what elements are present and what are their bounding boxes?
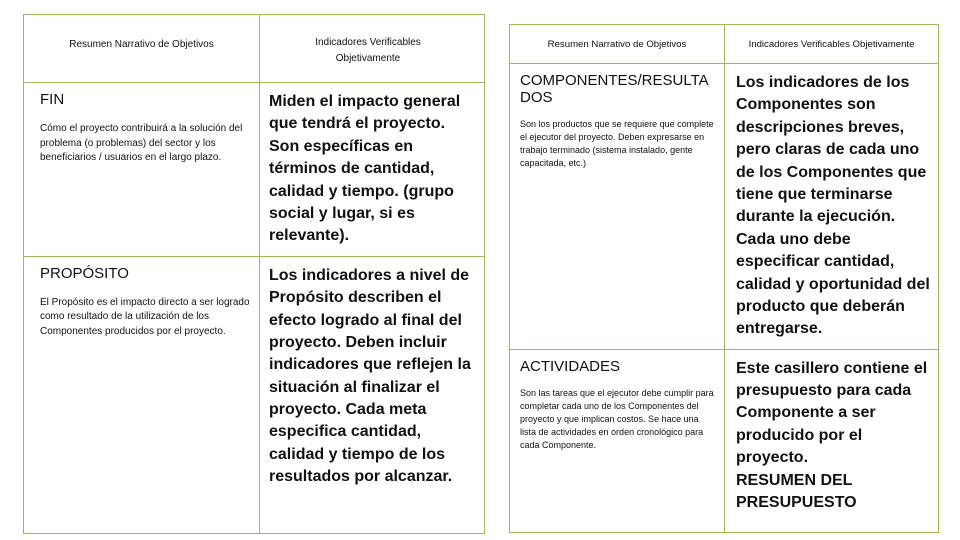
actividades-cell bbox=[510, 349, 725, 532]
proposito-indicator-cell bbox=[260, 256, 485, 533]
left-header-col1 bbox=[24, 15, 260, 83]
fin-indicator-cell bbox=[260, 83, 485, 257]
left-header-col2-line1: Indicadores Verificables bbox=[315, 37, 421, 48]
fin-title: FIN bbox=[40, 91, 65, 108]
componentes-indicator: Los indicadores de los Componentes son descripciones breves, pero claras de cada uno de los Componentes que tiene que terminarse durante la ejecución. Cada uno debe especificar cantidad, calidad y oportunidad del producto que deberán entregarse. bbox=[736, 74, 930, 338]
right-header-col1 bbox=[510, 25, 725, 64]
right-header-row bbox=[510, 25, 939, 64]
right-row-componentes bbox=[510, 64, 939, 350]
proposito-indicator: Los indicadores a nivel de Propósito describen el efecto logrado al final del proyecto. Deben incluir indicadores que reflejen la situación al finalizar el proyecto. Cada meta especifica cantidad, calidad y tiempo de los resultados por alcanzar. bbox=[269, 266, 471, 486]
componentes-cell bbox=[510, 64, 725, 350]
proposito-cell bbox=[24, 256, 260, 533]
actividades-title: ACTIVIDADES bbox=[520, 357, 621, 375]
actividades-indicator: Este casillero contiene el presupuesto para cada Componente a ser producido por el proyecto. bbox=[736, 359, 928, 467]
proposito-description: El Propósito es el impacto directo a ser logrado como resultado de la utilización de los Componentes producidos por el proyecto. bbox=[40, 296, 250, 337]
left-row-fin bbox=[24, 83, 485, 257]
actividades-indicator-cell bbox=[725, 349, 939, 532]
actividades-budget-summary: RESUMEN DEL PRESUPUESTO bbox=[736, 471, 857, 512]
left-row-proposito bbox=[24, 256, 485, 533]
componentes-description: Son los productos que se requiere que complete el ejecutor del proyecto. Deben expresarse en trabajo terminado (sistema instalado, gente capacitada, etc.) bbox=[520, 119, 714, 169]
right-row-actividades bbox=[510, 349, 939, 532]
proposito-title: PROPÓSITO bbox=[40, 264, 129, 282]
fin-indicator: Miden el impacto general que tendrá el proyecto. Son específicas en términos de cantidad, calidad y tiempo. (grupo social y lugar, si es relevante). bbox=[269, 93, 461, 245]
left-table bbox=[23, 14, 485, 534]
right-header-col2-label: Indicadores Verificables Objetivamente bbox=[748, 39, 915, 50]
fin-description: Cómo el proyecto contribuirá a la solución del problema (o problemas) del sector y los beneficiarios / usuarios en el largo plazo. bbox=[40, 123, 243, 163]
componentes-indicator-cell bbox=[725, 64, 939, 350]
left-header-col2-line2: Objetivamente bbox=[335, 52, 401, 64]
right-header-col2 bbox=[725, 25, 939, 64]
right-table bbox=[509, 24, 939, 533]
left-header-row bbox=[24, 15, 485, 83]
left-header-col2 bbox=[260, 15, 485, 83]
actividades-description: Son las tareas que el ejecutor debe cumplir para completar cada uno de los Componentes del proyecto y que implican costos. Se hace una lista de actividades en orden cronológico para cada Componente. bbox=[520, 387, 714, 450]
fin-cell bbox=[24, 83, 260, 257]
right-header-col1-label: Resumen Narrativo de Objetivos bbox=[547, 39, 687, 50]
left-header-col1-label: Resumen Narrativo de Objetivos bbox=[69, 39, 214, 50]
componentes-title: COMPONENTES/RESULTADOS bbox=[520, 72, 709, 106]
